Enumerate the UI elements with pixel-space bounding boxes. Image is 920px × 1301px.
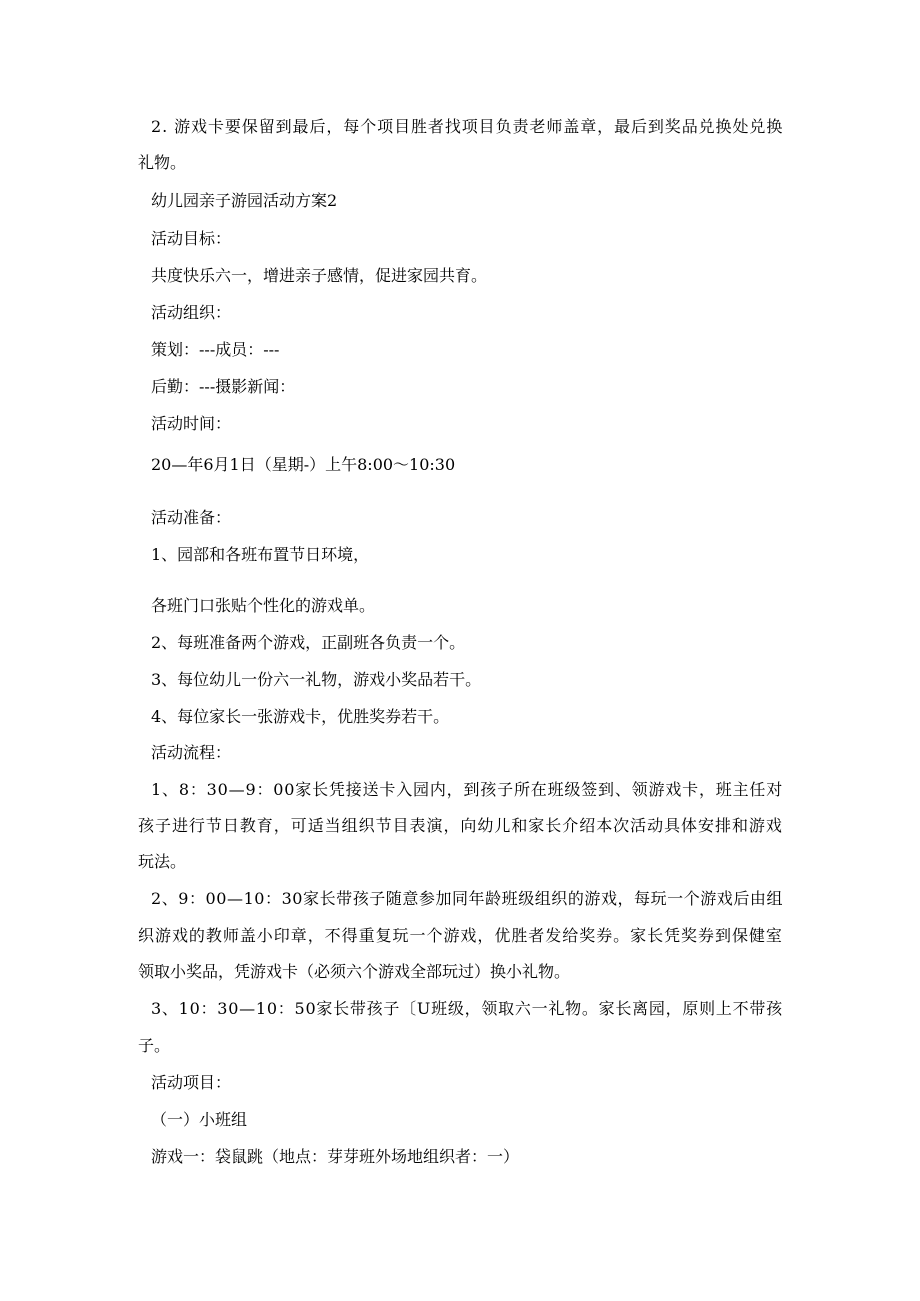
- activity-date-time: 20—年6月1日（星期-）上午8:00～10:30: [151, 455, 456, 474]
- logistics-photo: 后勤：---摄影新闻：: [151, 377, 296, 396]
- process-item-1: 1、8：30—9：00家长凭接送卡入园内，到孩子所在班级签到、领游戏卡，班主任对: [151, 780, 784, 799]
- plan-title: 幼儿园亲子游园活动方案2: [151, 191, 338, 210]
- prep-item-1-cont: 各班门口张贴个性化的游戏单。: [151, 596, 376, 615]
- prep-item-4: 4、每位家长一张游戏卡，优胜奖券若干。: [151, 707, 450, 726]
- section-heading-process: 活动流程：: [151, 743, 232, 762]
- planning-members: 策划：---成员：---: [151, 340, 280, 359]
- prep-item-2: 2、每班准备两个游戏，正副班各负责一个。: [151, 633, 466, 652]
- rule-item-2-cont: 礼物。: [138, 153, 187, 172]
- section-heading-organization: 活动组织：: [151, 303, 232, 322]
- section-heading-goal: 活动目标：: [151, 229, 232, 248]
- process-item-1-cont: 玩法。: [138, 852, 187, 871]
- section-heading-projects: 活动项目：: [151, 1073, 232, 1092]
- process-item-2-cont: 领取小奖品，凭游戏卡（必须六个游戏全部玩过）换小礼物。: [138, 962, 571, 981]
- process-item-2: 2、9：00—10：30家长带孩子随意参加同年龄班级组织的游戏，每玩一个游戏后由组: [151, 889, 783, 908]
- process-item-3-cont: 子。: [138, 1036, 171, 1055]
- section-heading-time: 活动时间：: [151, 414, 232, 433]
- prep-item-1: 1、园部和各班布置节日环境，: [151, 545, 370, 564]
- process-item-2-cont: 织游戏的教师盖小印章，不得重复玩一个游戏，优胜者发给奖券。家长凭奖券到保健室: [138, 926, 783, 945]
- section-heading-preparation: 活动准备：: [151, 508, 232, 527]
- process-item-3: 3、10：30—10：50家长带孩子〔U班级，领取六一礼物。家长离园，原则上不带孩: [151, 999, 783, 1018]
- prep-item-3: 3、每位幼儿一份六一礼物，游戏小奖品若干。: [151, 670, 482, 689]
- rule-item-2: 2. 游戏卡要保留到最后，每个项目胜者找项目负责老师盖章，最后到奖品兑换处兑换: [151, 117, 784, 136]
- game-1: 游戏一：袋鼠跳（地点：芽芽班外场地组织者：一）: [151, 1147, 520, 1166]
- goal-text: 共度快乐六一，增进亲子感情，促进家园共育。: [151, 266, 488, 285]
- process-item-1-cont: 孩子进行节日教育，可适当组织节目表演，向幼儿和家长介绍本次活动具体安排和游戏: [138, 816, 783, 835]
- project-group-small: （一）小班组: [151, 1110, 248, 1129]
